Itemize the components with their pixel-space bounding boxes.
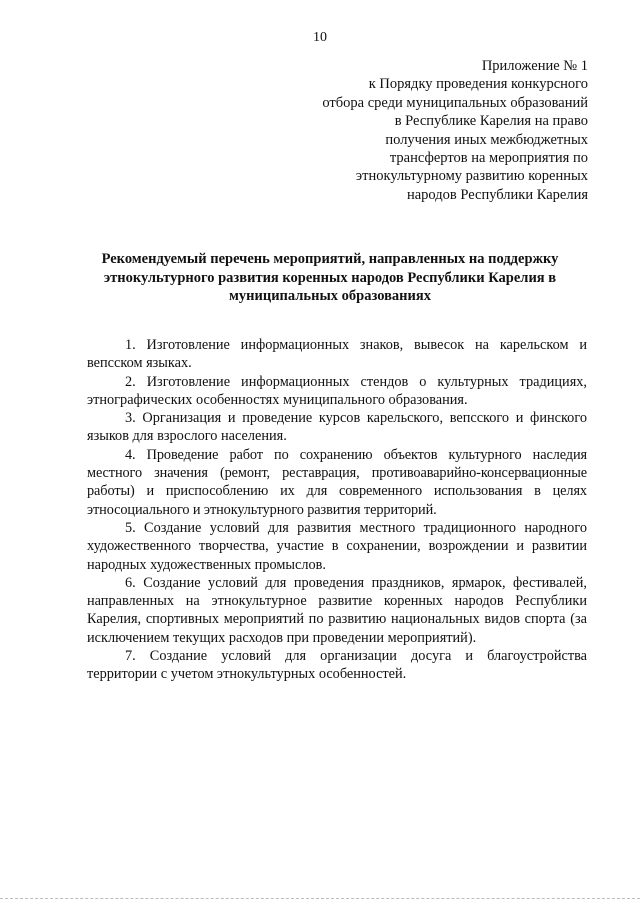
document-title	[80, 250, 580, 306]
appendix-line: народов Республики Карелия	[406, 186, 588, 203]
appendix-line: в Республике Карелия на право	[394, 113, 588, 130]
title-line: Рекомендуемый перечень мероприятий, направленных на поддержку	[101, 251, 559, 267]
title-line: муниципальных образованиях	[229, 288, 431, 304]
title-line: этнокультурного развития коренных народов Республики Карелия в	[103, 269, 557, 286]
appendix-line: Приложение № 1	[481, 58, 588, 74]
list-item: 2. Изготовление информационных стендов о культурных традициях, этнографических особенностях муниципального образования.	[87, 373, 587, 408]
list-item: 4. Проведение работ по сохранению объектов культурного наследия местного значения (ремонт, реставрация, противоаварийно-консервационные работы) и приспособлению их для современного использования в целях этносоциального и этнокультурного развития территорий.	[87, 446, 587, 518]
list-item: 7. Создание условий для организации досуга и благоустройства территории с учетом этнокультурных особенностей.	[87, 648, 587, 683]
list-item: 5. Создание условий для развития местного традиционного народного художественного творчества, участие в сохранении, возрождении и развитии народных художественных промыслов.	[87, 519, 587, 573]
scan-bottom-edge	[0, 898, 640, 899]
appendix-line: этнокультурному развитию коренных	[355, 168, 588, 185]
measures-list	[87, 336, 587, 684]
appendix-line: получения иных межбюджетных	[385, 131, 588, 148]
appendix-header	[288, 57, 588, 204]
list-item: 1. Изготовление информационных знаков, вывесок на карельском и вепсском языках.	[87, 337, 587, 372]
appendix-line: отбора среди муниципальных образований	[322, 94, 588, 111]
page-number: 10	[313, 30, 327, 45]
appendix-line: трансфертов на мероприятия по	[389, 150, 588, 167]
appendix-line: к Порядку проведения конкурсного	[368, 76, 588, 93]
list-item: 3. Организация и проведение курсов карельского, вепсского и финского языков для взрослого населения.	[87, 410, 587, 445]
list-item: 6. Создание условий для проведения праздников, ярмарок, фестивалей, направленных на этнокультурное развитие коренных народов Республики Карелия, спортивных мероприятий по развитию национальных видов спорта (за исключением текущих расходов при проведении мероприятий).	[87, 574, 587, 646]
